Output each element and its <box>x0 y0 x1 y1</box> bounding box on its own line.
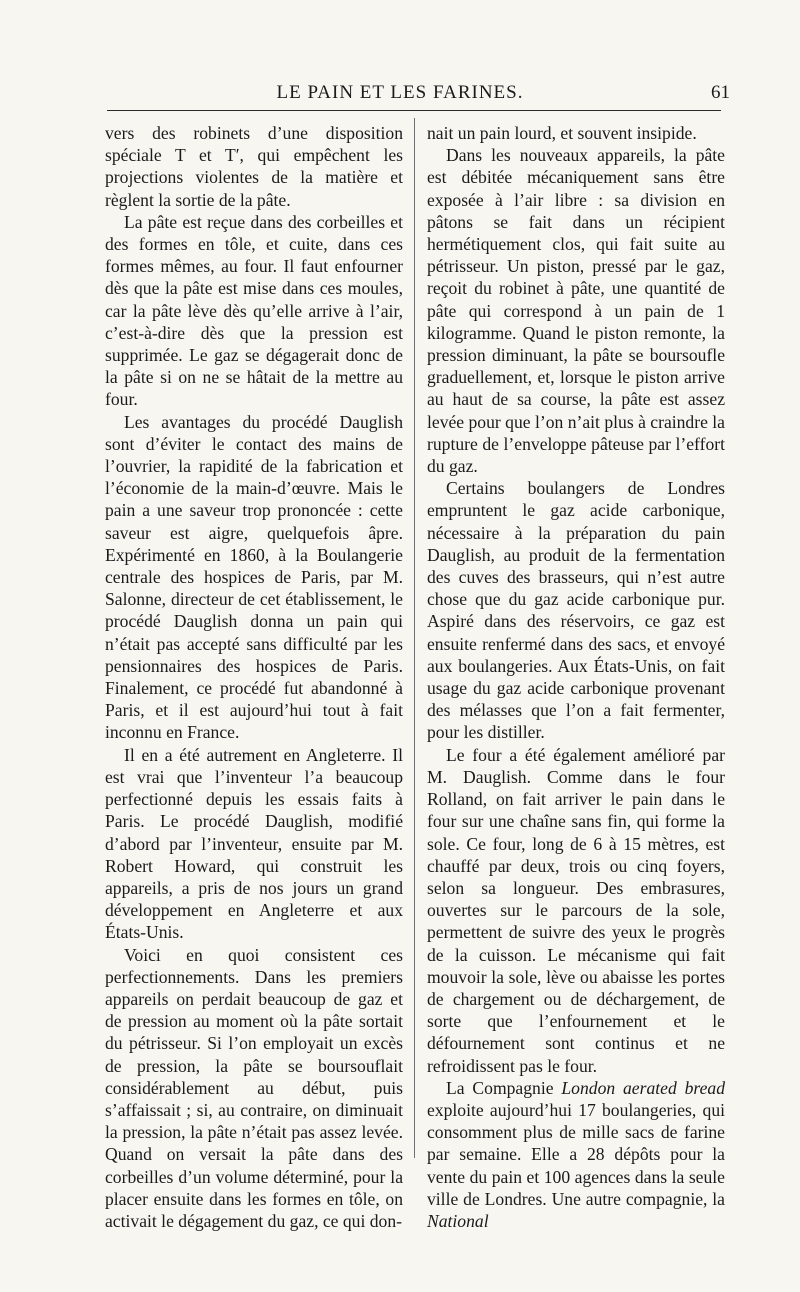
text-run: exploite aujourd’hui 17 boulangeries, qui consomment plus de mille sacs de farine par semaine. Elle a 28 dépôts pour la vente du pain et 100 agences dans la seule ville de Londres. Une autre compagnie, la <box>427 1099 725 1209</box>
left-column <box>105 122 403 1232</box>
paragraph: Il en a été autrement en Angleterre. Il est vrai que l’inventeur l’a beaucoup perfectionné depuis les essais faits à Paris. Le procédé Dauglish, modifié d’abord par l’inventeur, ensuite par M. Robert Howard, qui construit les appareils, a pris de nos jours un grand développement en Angleterre et aux États-Unis. <box>105 744 403 943</box>
paragraph: vers des robinets d’une disposition spéciale T et T′, qui empêchent les projections violentes de la matière et règlent la sortie de la pâte. <box>105 123 403 210</box>
paragraph: Voici en quoi consistent ces perfectionnements. Dans les premiers appareils on perdait beaucoup de gaz et de pression au moment où la pâte sortait du pétrisseur. Si l’on employait un excès de pression, la pâte se boursouflait considérablement au début, puis s’affaissait ; si, au contraire, on diminuait la pression, la pâte n’était pas assez levée. Quand on versait la pâte dans des corbeilles d’un volume déterminé, pour la placer ensuite dans les formes en tôle, on activait le dégagement du gaz, ce qui don- <box>105 944 403 1231</box>
paragraph: La pâte est reçue dans des corbeilles et des formes en tôle, et cuite, dans ces formes mêmes, au four. Il faut enfourner dès que la pâte est mise dans ces moules, car la pâte lève dès qu’elle arrive à l’air, c’est-à-dire dès que la pression est supprimée. Le gaz se dégagerait donc de la pâte si on ne se hâtait de la mettre au four. <box>105 211 403 410</box>
running-title: LE PAIN ET LES FARINES. <box>276 82 524 103</box>
page-number: 61 <box>711 82 730 103</box>
text-run: La Compagnie <box>446 1077 562 1098</box>
paragraph: Certains boulangers de Londres empruntent le gaz acide carbonique, nécessaire à la préparation du pain Dauglish, au produit de la fermentation des cuves des brasseurs, qui n’est autre chose que du gaz acide carbonique pur. Aspiré dans des réservoirs, ce gaz est ensuite renfermé dans des sacs, et envoyé aux boulangeries. Aux États-Unis, on fait usage du gaz acide carbonique provenant des mélasses que l’on a fait fermenter, pour les distiller. <box>427 478 725 743</box>
header-rule <box>107 110 721 111</box>
italic-company-name: London aerated bread <box>561 1077 726 1098</box>
italic-company-name: National <box>427 1210 489 1231</box>
paragraph: Dans les nouveaux appareils, la pâte est débitée mécaniquement sans être exposée à l’air libre : sa division en pâtons se fait dans un récipient hermétiquement clos, qui fait suite au pétrisseur. Un piston, pressé par le gaz, reçoit du robinet à pâte, une quantité de pâte qui correspond à un pain de 1 kilogramme. Quand le piston remonte, la pression diminuant, la pâte se boursoufle graduellement, et, lorsque le piston arrive au haut de sa course, la pâte est assez levée pour que l’on n’ait plus à craindre la rupture de l’enveloppe pâteuse par l’effort du gaz. <box>427 145 725 477</box>
column-divider <box>414 118 415 1158</box>
running-head <box>0 82 800 106</box>
paragraph: Les avantages du procédé Dauglish sont d’éviter le contact des mains de l’ouvrier, la rapidité de la fabrication et l’économie de la main-d’œuvre. Mais le pain a une saveur trop prononcée : cette saveur est aigre, quelquefois âpre. Expérimenté en 1860, à la Boulangerie centrale des hospices de Paris, par M. Salonne, directeur de cet établissement, le procédé Dauglish donna un pain qui n’était pas accepté sans difficulté par les pensionnaires des hospices de Paris. Finalement, ce procédé fut abandonné à Paris, et il est aujourd’hui tout à fait inconnu en France. <box>105 411 403 743</box>
paragraph: Le four a été également amélioré par M. Dauglish. Comme dans le four Rolland, on fait arriver le pain dans le four sur une chaîne sans fin, qui forme la sole. Ce four, long de 6 à 15 mètres, est chauffé par deux, trois ou cinq foyers, selon sa longueur. Des embrasures, ouvertes sur le parcours de la sole, permettent de suivre des yeux le progrès de la cuisson. Le mécanisme qui fait mouvoir la sole, lève ou abaisse les portes de chargement ou de déchargement, de sorte que l’enfournement et le défournement sont continus et ne refroidissent pas le four. <box>427 744 725 1076</box>
paragraph: nait un pain lourd, et souvent insipide. <box>427 123 697 143</box>
right-column <box>427 122 725 1232</box>
paragraph-last <box>427 1077 725 1232</box>
